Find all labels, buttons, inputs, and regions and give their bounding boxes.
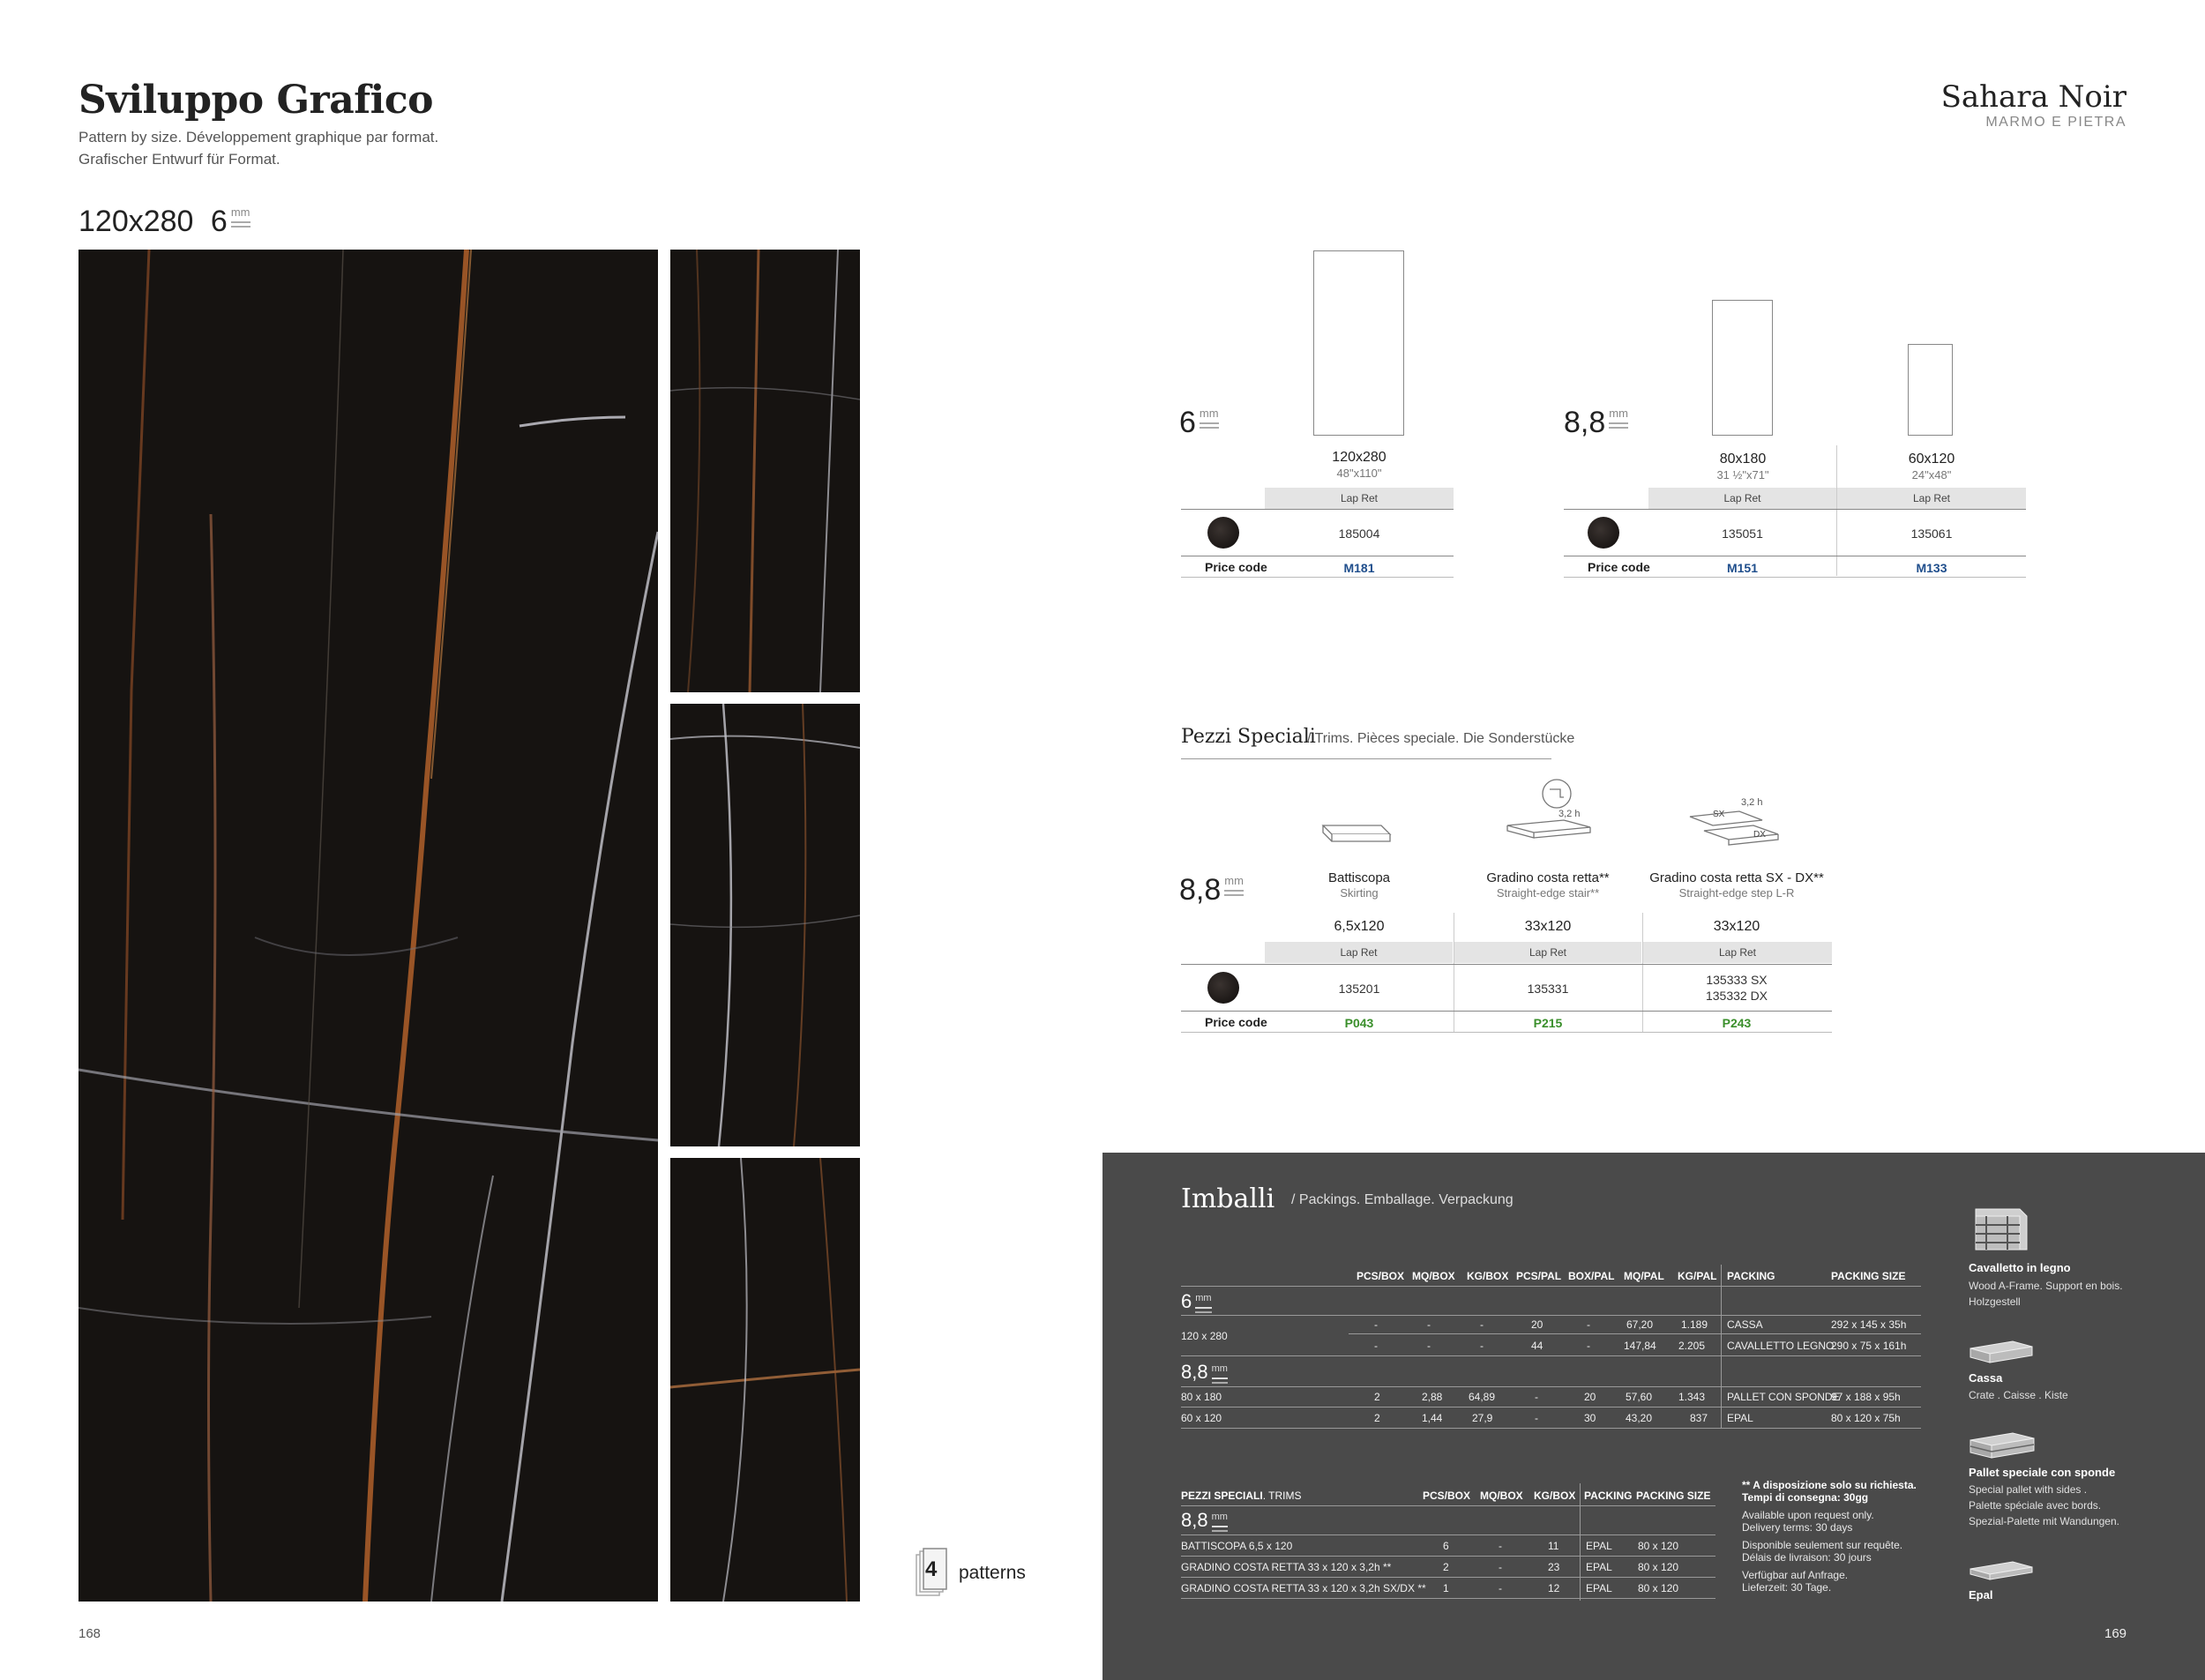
pack-cell: 11 [1548, 1540, 1559, 1552]
pack-cell: - [1499, 1582, 1502, 1594]
note-line: Délais de livraison: 30 jours [1742, 1551, 1872, 1564]
pack-cell: 44 [1531, 1340, 1544, 1352]
format-thickness-6 [1179, 406, 1219, 440]
col-header: BOX/PAL [1568, 1270, 1615, 1282]
divider [1181, 1556, 1715, 1557]
pack-size: 80 x 180 [1181, 1391, 1222, 1403]
divider [1181, 758, 1551, 759]
col-header: PACKING [1727, 1270, 1775, 1282]
pack-cell: 6 [1443, 1540, 1449, 1552]
trim-pack-name: GRADINO COSTA RETTA 33 x 120 x 3,2h SX/DX ** [1181, 1582, 1426, 1594]
thickness-value: 8,8 [1564, 406, 1606, 439]
pack-cell: 97 x 188 x 95h [1831, 1391, 1901, 1403]
finish-header: Lap Ret [1454, 942, 1641, 963]
pack-cell: 2 [1443, 1561, 1449, 1573]
pack-cell: 290 x 75 x 161h [1831, 1340, 1907, 1352]
pack-cell: 837 [1690, 1412, 1708, 1424]
mm-unit: mm [1224, 875, 1244, 892]
marble-tile-2 [670, 704, 860, 1146]
legend-title: Pallet speciale con sponde [1969, 1466, 2116, 1479]
finish-header: Lap Ret [1648, 488, 1836, 509]
trim-name: Battiscopa [1327, 870, 1391, 885]
divider [1181, 964, 1832, 965]
collection-name: Sahara Noir [1940, 79, 2127, 115]
legend-title: Cavalletto in legno [1969, 1261, 2071, 1274]
pack-cell: CASSA [1727, 1318, 1763, 1331]
tile-shape-60x120 [1908, 344, 1953, 436]
trims-thickness [1179, 873, 1244, 907]
pack-cell: 80 x 120 [1638, 1582, 1679, 1594]
page-title: Sviluppo Grafico [78, 78, 434, 123]
price-code: P243 [1722, 1016, 1752, 1030]
divider [1181, 509, 1454, 510]
pack-cell: 80 x 120 [1638, 1561, 1679, 1573]
stair-icon [1504, 818, 1596, 847]
legend-title: Epal [1969, 1588, 1993, 1602]
mm-unit: mm [1212, 1511, 1228, 1527]
pack-cell: 2 [1374, 1412, 1380, 1424]
thickness-value: 8,8 [1181, 1361, 1208, 1383]
note-line: Disponible seulement sur requête. [1742, 1539, 1903, 1551]
pallet-sides-icon [1969, 1430, 2036, 1460]
divider [1564, 509, 2026, 510]
col-header: PCS/BOX [1357, 1270, 1405, 1282]
crate-icon [1969, 1338, 2034, 1364]
thickness-label: 6 [210, 205, 228, 238]
divider [1181, 1428, 1921, 1429]
pack-cell: CAVALLETTO LEGNO [1727, 1340, 1835, 1352]
marble-slab-main [78, 250, 658, 1602]
pack-cell: PALLET CON SPONDE [1727, 1391, 1840, 1403]
finish-header: Lap Ret [1837, 488, 2026, 509]
color-swatch [1207, 972, 1239, 1004]
pack-cell: 1,44 [1422, 1412, 1443, 1424]
note-line: Tempi di consegna: 30gg [1742, 1491, 1869, 1504]
size-label: 120x280 [78, 205, 194, 238]
pattern-count: 4 [925, 1557, 938, 1581]
pack-cell: 1.189 [1681, 1318, 1708, 1331]
note-line: Delivery terms: 30 days [1742, 1521, 1853, 1534]
price-code-label: Price code [1205, 560, 1267, 574]
trims-pack-header [1181, 1490, 1301, 1502]
pack-cell: 67,20 [1626, 1318, 1654, 1331]
note-line: Lieferzeit: 30 Tage. [1742, 1581, 1832, 1594]
pack-cell: - [1499, 1540, 1502, 1552]
availability-notes [1742, 1479, 1918, 1594]
divider [1181, 1577, 1715, 1578]
mm-unit: mm [1212, 1363, 1228, 1379]
pack-cell: - [1480, 1340, 1484, 1352]
mm-unit: mm [1195, 1292, 1211, 1309]
price-code-label: Price code [1205, 1015, 1267, 1029]
marble-tile-1 [670, 250, 860, 692]
packing-panel [1102, 1153, 2205, 1680]
format-size: 80x180 [1719, 452, 1767, 467]
trims-subtitle: / Trims. Pièces speciale. Die Sonderstücke [1307, 731, 1575, 746]
stair-detail-icon [1539, 776, 1574, 811]
trim-size: 6,5x120 [1334, 919, 1385, 934]
dim-label: 3,2 h [1741, 797, 1763, 808]
trim-name: Gradino costa retta** [1486, 870, 1610, 885]
pack-cell: - [1427, 1340, 1431, 1352]
finish-header: Lap Ret [1265, 488, 1454, 509]
legend-text: Holzgestell [1969, 1295, 2021, 1308]
pack-cell: EPAL [1586, 1540, 1612, 1552]
pack-cell: 64,89 [1469, 1391, 1496, 1403]
divider [1181, 1386, 1921, 1387]
sx-label: SX [1713, 810, 1725, 819]
pack-cell: 80 x 120 x 75h [1831, 1412, 1901, 1424]
pack-cell: 2.205 [1678, 1340, 1706, 1352]
price-code-label: Price code [1588, 560, 1650, 574]
dx-label: DX [1753, 830, 1766, 840]
trims-pack-header-bold: PEZZI SPECIALI [1181, 1490, 1263, 1502]
trim-size: 33x120 [1713, 919, 1760, 934]
epal-icon [1969, 1558, 2034, 1583]
pack-cell: - [1535, 1412, 1538, 1424]
pack-cell: 2 [1374, 1391, 1380, 1403]
a-frame-icon [1969, 1206, 2032, 1253]
pack-thickness-6 [1181, 1290, 1212, 1313]
marble-tile-3 [670, 1158, 860, 1602]
trim-pack-name: BATTISCOPA 6,5 x 120 [1181, 1540, 1293, 1552]
mm-unit: mm [1609, 407, 1628, 424]
trim-code: 135331 [1527, 982, 1569, 996]
thickness-value: 6 [1181, 1290, 1192, 1312]
legend-text: Palette spéciale avec bords. [1969, 1499, 2102, 1512]
mm-unit: mm [231, 206, 250, 223]
format-size: 120x280 [1332, 450, 1387, 465]
legend-text: Wood A-Frame. Support en bois. [1969, 1280, 2123, 1292]
pack-cell: 23 [1548, 1561, 1560, 1573]
col-header: KG/PAL [1678, 1270, 1717, 1282]
divider [1181, 577, 1454, 578]
trims-pack-thickness [1181, 1509, 1228, 1532]
divider [1181, 1011, 1832, 1012]
trim-name-en: Skirting [1340, 886, 1379, 900]
step-lr-icon [1686, 804, 1783, 848]
price-code: P043 [1344, 1016, 1374, 1030]
trim-name-en: Straight-edge step L-R [1678, 886, 1795, 900]
page-number-left: 168 [78, 1626, 101, 1641]
packing-subtitle: / Packings. Emballage. Verpackung [1291, 1192, 1514, 1207]
trim-name-en: Straight-edge stair** [1496, 886, 1600, 900]
divider [1564, 577, 2026, 578]
legend-text: Spezial-Palette mit Wandungen. [1969, 1515, 2119, 1527]
col-header: KG/BOX [1534, 1490, 1576, 1502]
mm-unit: mm [1200, 407, 1219, 424]
divider [1181, 1032, 1832, 1033]
col-header: MQ/BOX [1412, 1270, 1455, 1282]
pack-cell: 30 [1584, 1412, 1596, 1424]
page-subtitle-2: Grafischer Entwurf für Format. [78, 151, 280, 168]
divider [1349, 1333, 1921, 1334]
format-inch: 48"x110" [1336, 467, 1382, 480]
color-swatch [1207, 517, 1239, 549]
divider [1181, 1355, 1921, 1356]
divider [1181, 1505, 1715, 1506]
pack-cell: 292 x 145 x 35h [1831, 1318, 1907, 1331]
article-code: 135061 [1910, 526, 1953, 541]
note-line: ** A disposizione solo su richiesta. [1742, 1479, 1917, 1491]
price-code: M181 [1343, 561, 1375, 575]
note-line: Available upon request only. [1742, 1509, 1874, 1521]
pack-cell: - [1499, 1561, 1502, 1573]
col-header: KG/BOX [1467, 1270, 1509, 1282]
price-code: P215 [1533, 1016, 1563, 1030]
trim-pack-name: GRADINO COSTA RETTA 33 x 120 x 3,2h ** [1181, 1561, 1392, 1573]
trim-name: Gradino costa retta SX - DX** [1649, 870, 1824, 885]
pack-cell: 27,9 [1472, 1412, 1493, 1424]
pack-cell: EPAL [1727, 1412, 1753, 1424]
legend-text: Crate . Caisse . Kiste [1969, 1389, 2068, 1401]
pack-size: 120 x 280 [1181, 1330, 1228, 1342]
format-size: 60x120 [1908, 452, 1955, 467]
pack-cell: - [1374, 1340, 1378, 1352]
thickness-value: 8,8 [1181, 1509, 1208, 1531]
format-inch: 31 ½"x71" [1716, 468, 1769, 482]
collection-category: MARMO E PIETRA [1985, 115, 2127, 130]
pack-cell: - [1535, 1391, 1538, 1403]
page-subtitle: Pattern by size. Développement graphique par format. [78, 129, 439, 146]
pack-cell: - [1374, 1318, 1378, 1331]
pack-cell: 147,84 [1624, 1340, 1656, 1352]
pack-cell: EPAL [1586, 1582, 1612, 1594]
pack-thickness-88 [1181, 1361, 1228, 1384]
skirting-icon [1319, 820, 1394, 848]
divider [1580, 1483, 1581, 1601]
tile-shape-120x280 [1313, 250, 1404, 436]
trims-title: Pezzi Speciali [1181, 726, 1316, 748]
pack-cell: - [1480, 1318, 1484, 1331]
pack-size: 60 x 120 [1181, 1412, 1222, 1424]
divider [1721, 1265, 1722, 1428]
col-header: MQ/BOX [1480, 1490, 1523, 1502]
col-header: PCS/BOX [1423, 1490, 1471, 1502]
format-inch: 24"x48" [1911, 468, 1952, 482]
size-heading [78, 205, 250, 239]
divider [1181, 1598, 1715, 1599]
col-header: MQ/PAL [1624, 1270, 1664, 1282]
pack-cell: 2,88 [1422, 1391, 1443, 1403]
pack-cell: 20 [1531, 1318, 1544, 1331]
price-code: M133 [1916, 561, 1947, 575]
pack-cell: - [1427, 1318, 1431, 1331]
pack-cell: 57,60 [1626, 1391, 1653, 1403]
thickness-value: 6 [1179, 406, 1196, 439]
color-swatch [1588, 517, 1619, 549]
trims-pack-header-rest: . TRIMS [1262, 1490, 1302, 1502]
article-code: 135051 [1722, 526, 1763, 541]
pack-cell: - [1587, 1318, 1590, 1331]
col-header: PCS/PAL [1516, 1270, 1562, 1282]
divider [1181, 1315, 1921, 1316]
finish-header: Lap Ret [1643, 942, 1832, 963]
pack-cell: 20 [1584, 1391, 1596, 1403]
divider [1181, 1534, 1715, 1535]
col-header: PACKING SIZE [1636, 1490, 1711, 1502]
pack-cell: 12 [1548, 1582, 1560, 1594]
pack-cell: EPAL [1586, 1561, 1612, 1573]
legend-title: Cassa [1969, 1371, 2003, 1385]
pack-cell: - [1587, 1340, 1590, 1352]
article-code: 185004 [1338, 526, 1380, 541]
pack-cell: 43,20 [1626, 1412, 1653, 1424]
page-number-right: 169 [2104, 1626, 2127, 1641]
col-header: PACKING SIZE [1831, 1270, 1906, 1282]
note-line: Verfügbar auf Anfrage. [1742, 1569, 1849, 1581]
format-thickness-88 [1564, 406, 1628, 440]
trim-code: 135201 [1338, 982, 1380, 996]
dim-label: 3,2 h [1558, 809, 1581, 819]
pattern-label: patterns [959, 1563, 1026, 1583]
pack-cell: 80 x 120 [1638, 1540, 1679, 1552]
divider [1181, 1286, 1921, 1287]
legend-text: Special pallet with sides . [1969, 1483, 2088, 1496]
trim-code-2: 135332 DX [1705, 989, 1768, 1003]
tile-shape-80x180 [1712, 300, 1773, 436]
trim-size: 33x120 [1524, 919, 1572, 934]
packing-title: Imballi [1181, 1183, 1275, 1214]
col-header: PACKING [1584, 1490, 1633, 1502]
thickness-value: 8,8 [1179, 873, 1222, 907]
pack-cell: 1 [1443, 1582, 1449, 1594]
price-code: M151 [1726, 561, 1759, 575]
pack-cell: 1.343 [1678, 1391, 1706, 1403]
trim-code: 135333 SX [1706, 973, 1768, 987]
finish-header: Lap Ret [1265, 942, 1453, 963]
